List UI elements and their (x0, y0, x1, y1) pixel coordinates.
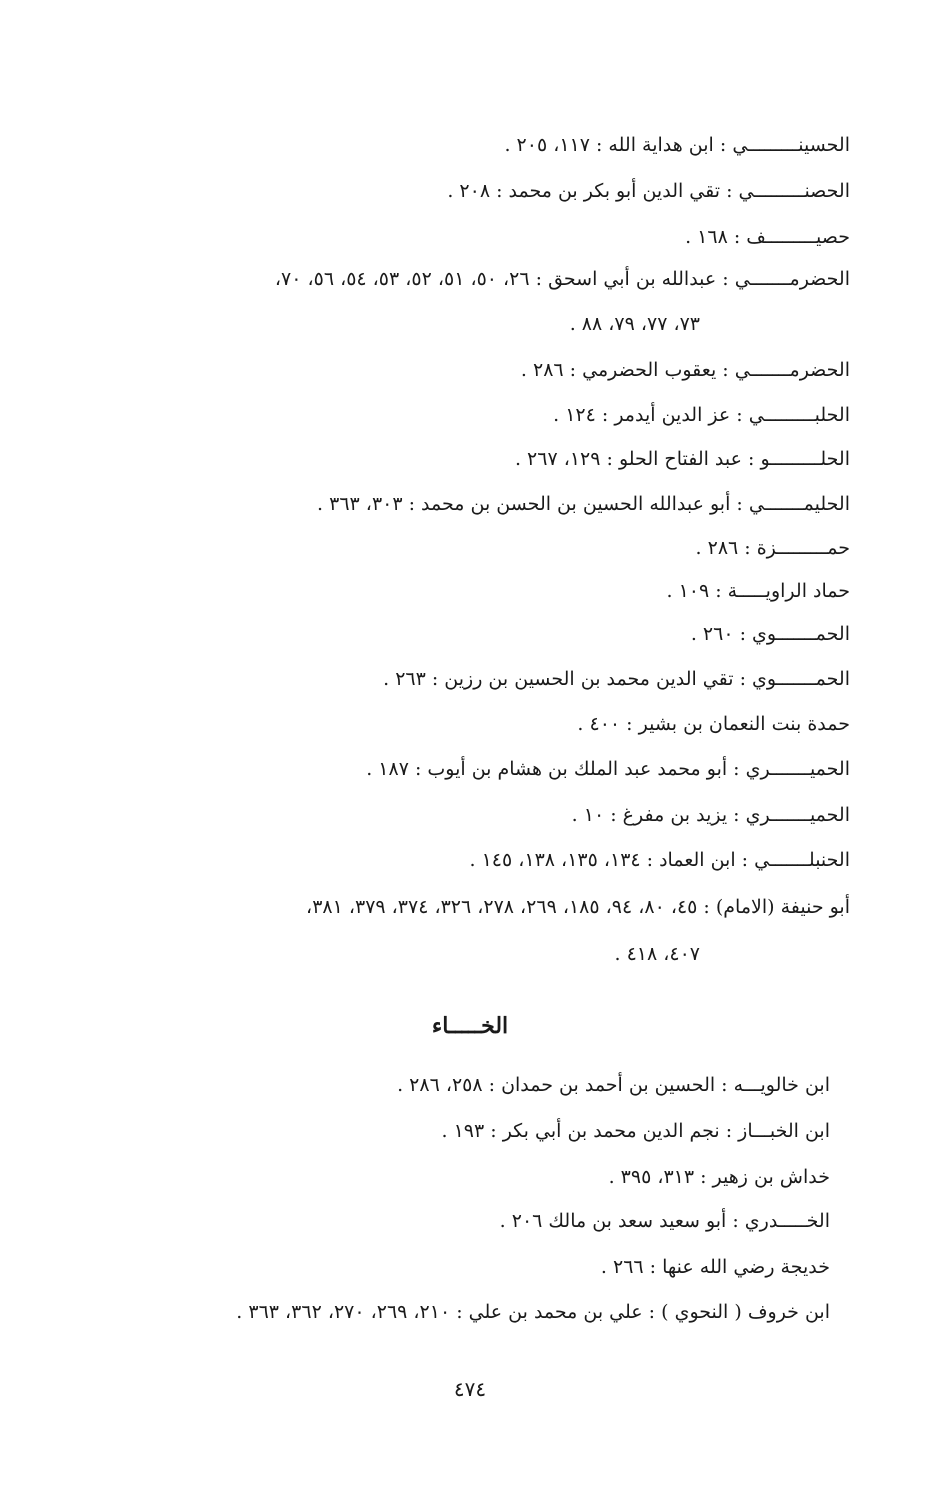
index-entry: الحليمـــــــي : أبو عبدالله الحسين بن الحسن بن محمد : ٣٠٣، ٣٦٣ . (317, 493, 850, 515)
index-entry: خديجة رضي الله عنها : ٢٦٦ . (600, 1256, 830, 1278)
index-entry: أبو حنيفة (الامام) : ٤٥، ٨٠، ٩٤، ١٨٥، ٢٦٩، ٢٧٨، ٣٢٦، ٣٧٤، ٣٧٩، ٣٨١، (306, 896, 850, 918)
index-entry: الحميـــــــري : أبو محمد عبد الملك بن هشام بن أيوب : ١٨٧ . (366, 758, 850, 780)
index-entry: ابن الخبـــاز : نجم الدين محمد بن أبي بكر : ١٩٣ . (441, 1120, 830, 1142)
index-entry: حصيـــــــــف : ١٦٨ . (685, 226, 850, 248)
index-entry: الحصنـــــــــي : تقي الدين أبو بكر بن محمد : ٢٠٨ . (447, 180, 850, 202)
index-entry: الحضرمـــــــي : يعقوب الحضرمي : ٢٨٦ . (520, 359, 850, 381)
index-entry-continuation: ٧٣، ٧٧، ٧٩، ٨٨ . (569, 313, 700, 335)
index-entry: الحمـــــــوي : تقي الدين محمد بن الحسين بن رزين : ٢٦٣ . (383, 668, 850, 690)
index-entry: الحسينـــــــــي : ابن هداية الله : ١١٧، ٢٠٥ . (504, 134, 850, 156)
index-entry: ابن خروف ( النحوي ) : علي بن محمد بن علي : ٢١٠، ٢٦٩، ٢٧٠، ٣٦٢، ٣٦٣ . (236, 1301, 830, 1323)
index-entry: حماد الراويـــــة : ١٠٩ . (666, 580, 850, 602)
index-entry: الخـــــدري : أبو سعيد سعد بن مالك ٢٠٦ . (499, 1210, 830, 1232)
index-entry: الحضرمـــــــي : عبدالله بن أبي اسحق : ٢٦، ٥٠، ٥١، ٥٢، ٥٣، ٥٤، ٥٦، ٧٠، (274, 268, 850, 290)
index-entry: ابن خالويـــه : الحسين بن أحمد بن حمدان : ٢٥٨، ٢٨٦ . (397, 1074, 830, 1096)
index-entry: حمـــــــــزة : ٢٨٦ . (695, 537, 850, 559)
index-entry: الحنبلـــــــي : ابن العماد : ١٣٤، ١٣٥، ١٣٨، ١٤٥ . (469, 849, 850, 871)
index-entry: الحمـــــــوي : ٢٦٠ . (690, 623, 850, 645)
index-entry-continuation: ٤٠٧، ٤١٨ . (614, 943, 700, 965)
index-entry: الحلبـــــــــي : عز الدين أيدمر : ١٢٤ . (553, 404, 850, 426)
page-number: ٤٧٤ (453, 1377, 487, 1401)
index-entry: الحلـــــــــو : عبد الفتاح الحلو : ١٢٩، ٢٦٧ . (514, 448, 850, 470)
index-entry: الحميـــــــري : يزيد بن مفرغ : ١٠ . (571, 804, 850, 826)
index-entry: حمدة بنت النعمان بن بشير : ٤٠٠ . (577, 713, 850, 735)
section-heading: الخـــــاء (431, 1013, 509, 1039)
index-entry: خداش بن زهير : ٣١٣، ٣٩٥ . (608, 1166, 830, 1188)
